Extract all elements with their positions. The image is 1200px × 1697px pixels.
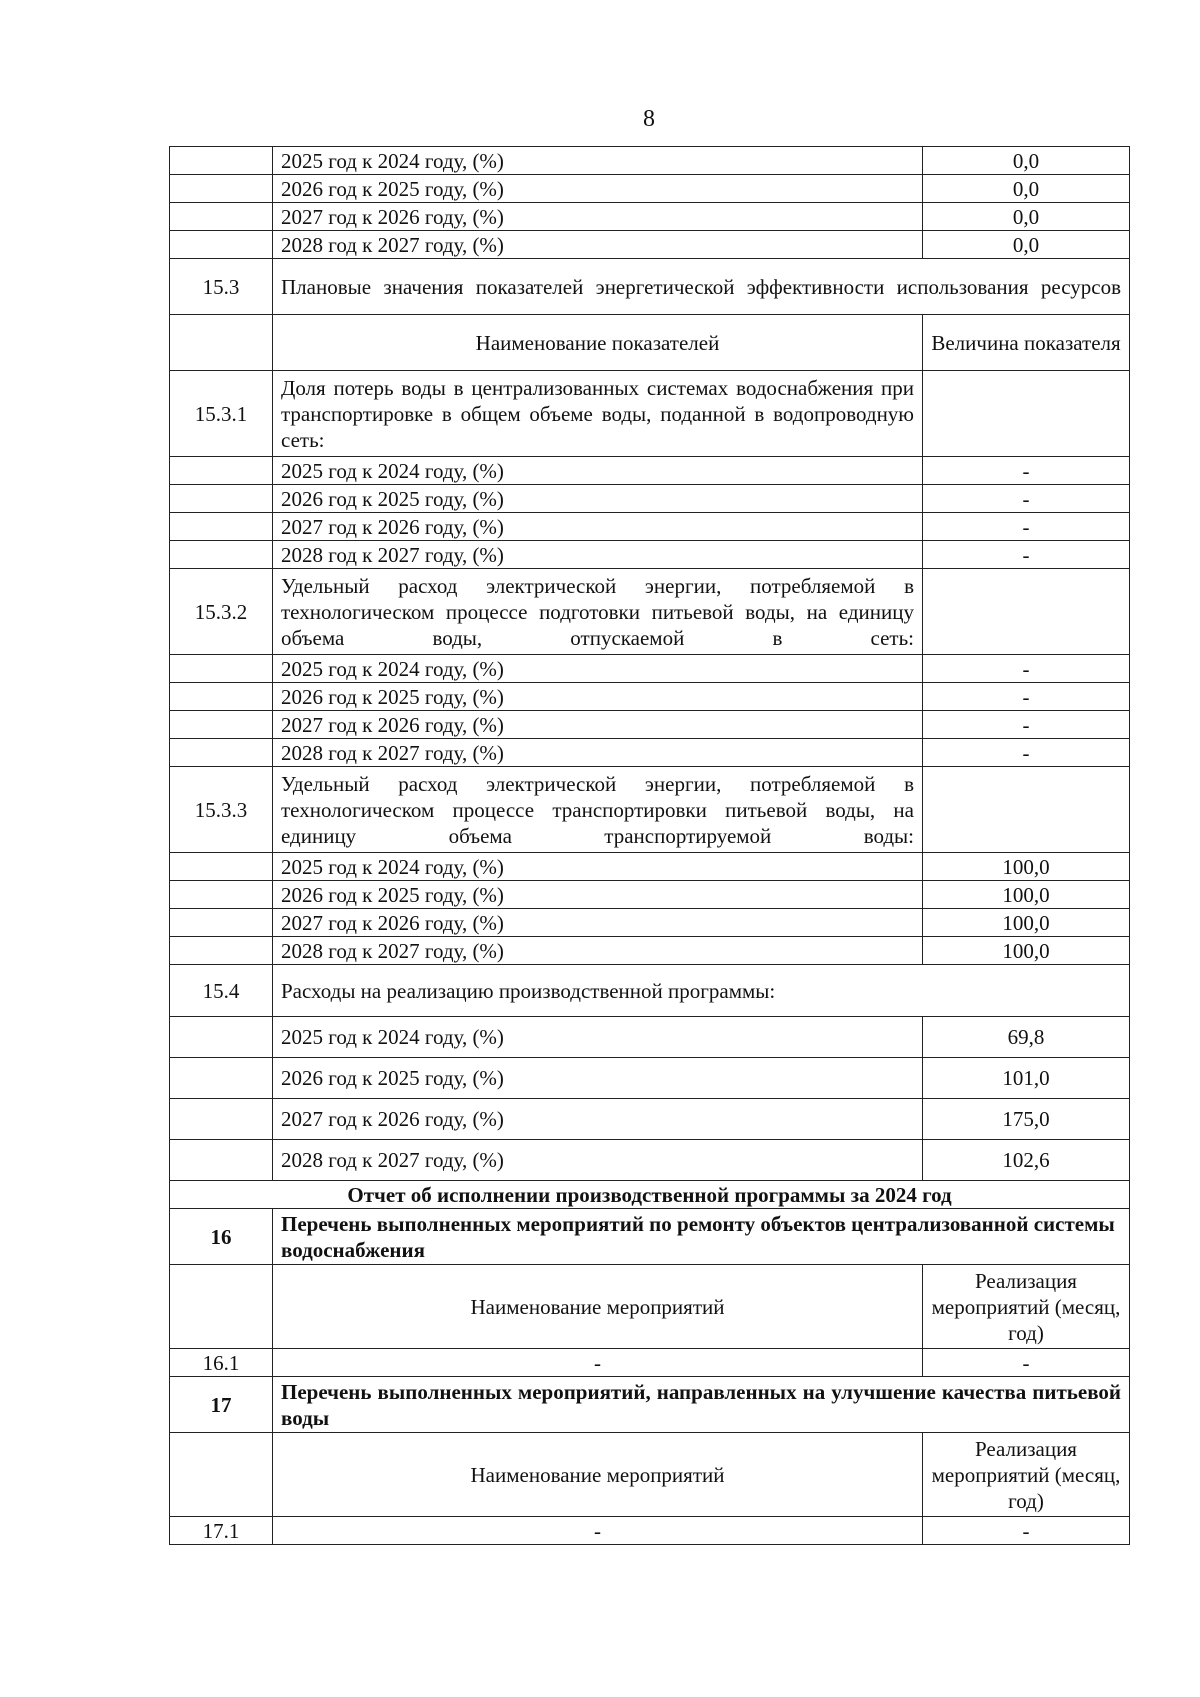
year-label: 2025 год к 2024 году, (%) (273, 1017, 923, 1058)
row-value: - (923, 1517, 1130, 1545)
report-title-row (170, 1181, 1130, 1209)
indicator-number: 15.3.3 (170, 767, 273, 853)
year-label: 2028 год к 2027 году, (%) (273, 937, 923, 965)
number-cell (170, 147, 273, 175)
number-cell (170, 457, 273, 485)
value-cell: 100,0 (923, 937, 1130, 965)
table-row (170, 655, 1130, 683)
column-header-row (170, 1265, 1130, 1349)
value-cell: - (923, 655, 1130, 683)
number-cell (170, 513, 273, 541)
column-header-name: Наименование мероприятий (273, 1433, 923, 1517)
value-cell: 69,8 (923, 1017, 1130, 1058)
section-title: Плановые значения показателей энергетической эффективности использования ресурсов (273, 259, 1130, 315)
value-cell: - (923, 541, 1130, 569)
year-label: 2028 год к 2027 году, (%) (273, 739, 923, 767)
table-row (170, 541, 1130, 569)
year-label: 2027 год к 2026 году, (%) (273, 909, 923, 937)
year-label: 2027 год к 2026 году, (%) (273, 203, 923, 231)
year-label: 2027 год к 2026 году, (%) (273, 1099, 923, 1140)
year-label: 2026 год к 2025 году, (%) (273, 175, 923, 203)
value-cell (923, 767, 1130, 853)
table-row (170, 881, 1130, 909)
number-cell (170, 711, 273, 739)
table-row (170, 909, 1130, 937)
table-row (170, 1517, 1130, 1545)
year-label: 2027 год к 2026 году, (%) (273, 513, 923, 541)
value-cell: - (923, 739, 1130, 767)
table-row (170, 1140, 1130, 1181)
value-cell (923, 371, 1130, 457)
number-cell (170, 881, 273, 909)
number-cell (170, 655, 273, 683)
number-cell (170, 485, 273, 513)
indicator-row (170, 569, 1130, 655)
section-title: Перечень выполненных мероприятий по ремонту объектов централизованной системы водоснабжения (273, 1209, 1130, 1265)
number-cell (170, 203, 273, 231)
number-cell (170, 1265, 273, 1349)
value-cell: 100,0 (923, 909, 1130, 937)
indicator-number: 15.3.1 (170, 371, 273, 457)
indicator-text: Удельный расход электрической энергии, потребляемой в технологическом процессе подготовки питьевой воды, на единицу объема воды, отпускаемой в сеть: (273, 569, 923, 655)
value-cell: 175,0 (923, 1099, 1130, 1140)
section-number: 15.4 (170, 965, 273, 1017)
number-cell (170, 1017, 273, 1058)
table-row (170, 1349, 1130, 1377)
section-title: Расходы на реализацию производственной программы: (273, 965, 1130, 1017)
column-header-value: Реализация мероприятий (месяц, год) (923, 1433, 1130, 1517)
year-label: 2026 год к 2025 году, (%) (273, 881, 923, 909)
year-label: 2028 год к 2027 году, (%) (273, 541, 923, 569)
table-row (170, 1099, 1130, 1140)
section-row (170, 965, 1130, 1017)
year-label: 2028 год к 2027 году, (%) (273, 231, 923, 259)
row-value: - (923, 1349, 1130, 1377)
indicator-text: Удельный расход электрической энергии, потребляемой в технологическом процессе транспортировки питьевой воды, на единицу объема транспортируемой воды: (273, 767, 923, 853)
row-name: - (273, 1517, 923, 1545)
value-cell: 100,0 (923, 853, 1130, 881)
year-label: 2027 год к 2026 году, (%) (273, 711, 923, 739)
report-title: Отчет об исполнении производственной программы за 2024 год (170, 1181, 1130, 1209)
number-cell (170, 231, 273, 259)
number-cell (170, 1140, 273, 1181)
table-row (170, 711, 1130, 739)
section-row (170, 1377, 1130, 1433)
row-number: 16.1 (170, 1349, 273, 1377)
value-cell: - (923, 513, 1130, 541)
value-cell: 0,0 (923, 203, 1130, 231)
number-cell (170, 541, 273, 569)
page-number: 8 (643, 106, 655, 132)
value-cell: - (923, 457, 1130, 485)
number-cell (170, 1099, 273, 1140)
year-label: 2026 год к 2025 году, (%) (273, 485, 923, 513)
indicator-row (170, 767, 1130, 853)
table-row (170, 457, 1130, 485)
value-cell: - (923, 683, 1130, 711)
value-cell: 0,0 (923, 147, 1130, 175)
number-cell (170, 683, 273, 711)
section-number: 16 (170, 1209, 273, 1265)
column-header-name: Наименование мероприятий (273, 1265, 923, 1349)
number-cell (170, 1058, 273, 1099)
number-cell (170, 937, 273, 965)
table-row (170, 683, 1130, 711)
value-cell: - (923, 711, 1130, 739)
section-number: 17 (170, 1377, 273, 1433)
value-cell: 101,0 (923, 1058, 1130, 1099)
value-cell: 102,6 (923, 1140, 1130, 1181)
indicator-text: Доля потерь воды в централизованных системах водоснабжения при транспортировке в общем объеме воды, поданной в водопроводную сеть: (273, 371, 923, 457)
column-header-value: Реализация мероприятий (месяц, год) (923, 1265, 1130, 1349)
table-row (170, 203, 1130, 231)
table-row (170, 485, 1130, 513)
table-row (170, 853, 1130, 881)
section-title: Перечень выполненных мероприятий, направленных на улучшение качества питьевой воды (273, 1377, 1130, 1433)
indicator-row (170, 371, 1130, 457)
table-row (170, 175, 1130, 203)
column-header-row (170, 315, 1130, 371)
number-cell (170, 175, 273, 203)
value-cell (923, 569, 1130, 655)
year-label: 2026 год к 2025 году, (%) (273, 1058, 923, 1099)
section-row (170, 1209, 1130, 1265)
table-row (170, 231, 1130, 259)
year-label: 2026 год к 2025 году, (%) (273, 683, 923, 711)
number-cell (170, 315, 273, 371)
column-header-row (170, 1433, 1130, 1517)
number-cell (170, 739, 273, 767)
table-row (170, 147, 1130, 175)
row-name: - (273, 1349, 923, 1377)
value-cell: 100,0 (923, 881, 1130, 909)
year-label: 2025 год к 2024 году, (%) (273, 457, 923, 485)
table-row (170, 739, 1130, 767)
row-number: 17.1 (170, 1517, 273, 1545)
section-row (170, 259, 1130, 315)
number-cell (170, 853, 273, 881)
year-label: 2028 год к 2027 году, (%) (273, 1140, 923, 1181)
column-header-name: Наименование показателей (273, 315, 923, 371)
section-number: 15.3 (170, 259, 273, 315)
value-cell: 0,0 (923, 231, 1130, 259)
indicator-number: 15.3.2 (170, 569, 273, 655)
value-cell: 0,0 (923, 175, 1130, 203)
indicators-table (169, 146, 1130, 1545)
year-label: 2025 год к 2024 году, (%) (273, 147, 923, 175)
year-label: 2025 год к 2024 году, (%) (273, 655, 923, 683)
table-row (170, 513, 1130, 541)
table-row (170, 1058, 1130, 1099)
column-header-value: Величина показателя (923, 315, 1130, 371)
year-label: 2025 год к 2024 году, (%) (273, 853, 923, 881)
table-row (170, 937, 1130, 965)
table-row (170, 1017, 1130, 1058)
number-cell (170, 909, 273, 937)
number-cell (170, 1433, 273, 1517)
value-cell: - (923, 485, 1130, 513)
